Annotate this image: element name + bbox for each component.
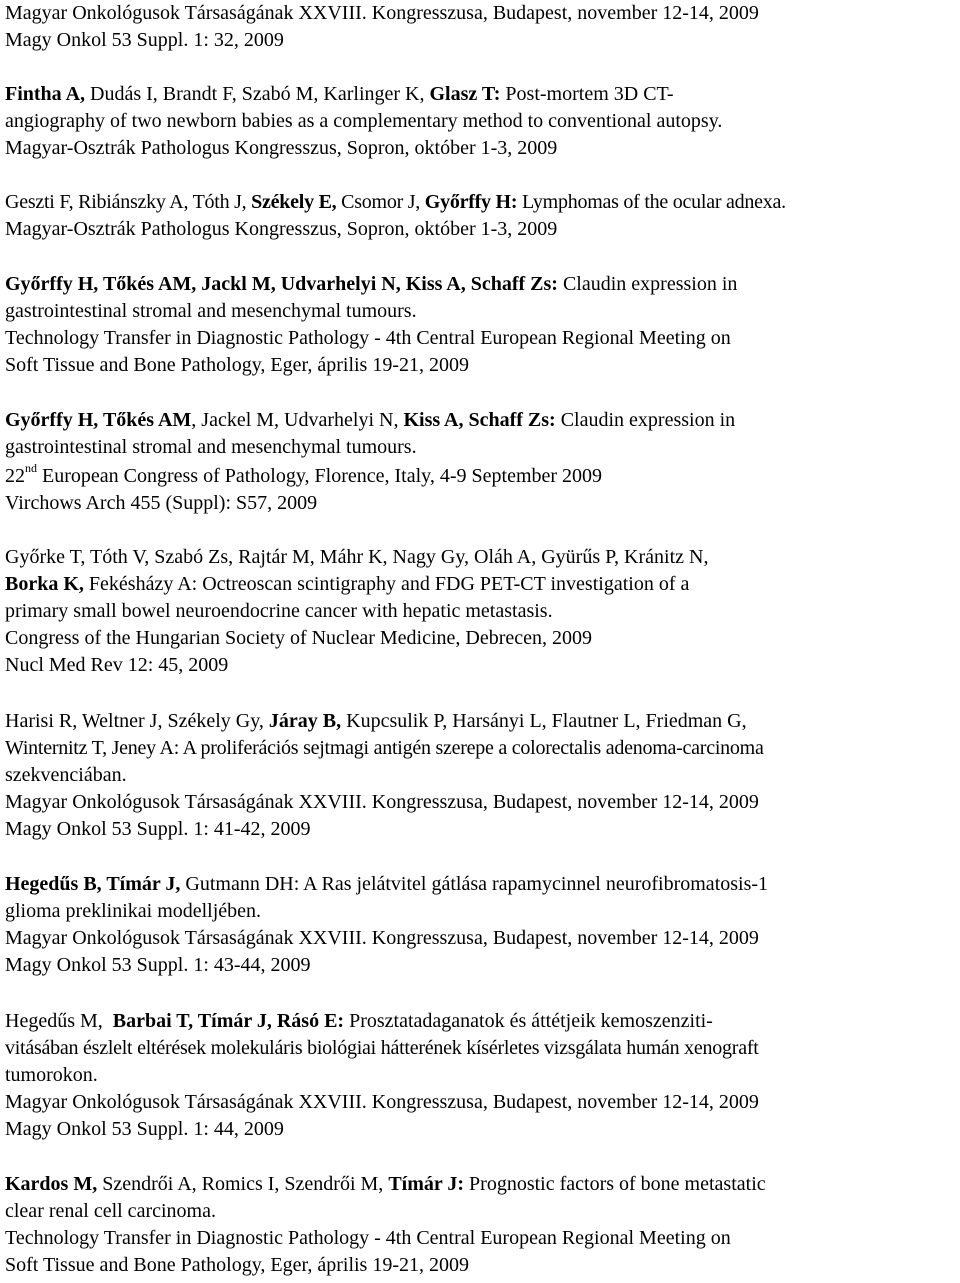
- author-plain: Kupcsulik P, Harsányi L, Flautner L, Friedman G,: [341, 710, 747, 732]
- entry-authors-title: [5, 271, 737, 298]
- title-line: primary small bowel neuroendocrine cancer with hepatic metastasis.: [5, 600, 553, 622]
- citation-line: Nucl Med Rev 12: 45, 2009: [5, 654, 229, 676]
- author-bold: Kardos M,: [5, 1173, 98, 1195]
- author-plain: Hegedűs M,: [5, 1010, 113, 1032]
- author-bold: Barbai T, Tímár J, Rásó E:: [112, 1010, 345, 1032]
- title-line: glioma preklinikai modelljében.: [5, 900, 262, 922]
- author-plain: Dudás I, Brandt F, Szabó M, Karlinger K,: [85, 83, 430, 105]
- author-bold: Tímár J:: [388, 1173, 465, 1195]
- entry-authors-title: [5, 571, 689, 598]
- title-text: Prognostic factors of bone metastatic: [464, 1173, 766, 1195]
- author-bold: Győrffy H, Tőkés AM: [5, 409, 192, 431]
- author-bold: Hegedűs B, Tímár J,: [5, 873, 181, 895]
- ordinal-suffix: nd: [25, 461, 37, 476]
- author-bold: Fintha A,: [5, 83, 86, 105]
- conference-line: Soft Tissue and Bone Pathology, Eger, április 19-21, 2009: [5, 354, 470, 376]
- entry-authors-title: [5, 1008, 713, 1035]
- conference-line: Magyar-Osztrák Pathologus Kongresszus, Sopron, október 1-3, 2009: [5, 137, 558, 159]
- entry-authors-title: [5, 1171, 766, 1198]
- conference-line: Magyar-Osztrák Pathologus Kongresszus, Sopron, október 1-3, 2009: [5, 218, 558, 240]
- author-bold: Borka K,: [5, 573, 84, 595]
- entry-authors: Győrke T, Tóth V, Szabó Zs, Rajtár M, Máhr K, Nagy Gy, Oláh A, Gyürűs P, Kránitz N,: [5, 546, 709, 568]
- author-bold: Glasz T:: [429, 83, 501, 105]
- author-plain: Geszti F, Ribiánszky A, Tóth J,: [5, 191, 252, 213]
- author-bold: Győrffy H:: [424, 191, 518, 213]
- title-line: vitásában észlelt eltérések molekuláris biológiai hátterének kísérletes vizsgálata humán xenograft: [5, 1037, 759, 1059]
- author-bold: Járay B,: [268, 710, 342, 732]
- title-line: Winternitz T, Jeney A: A proliferációs sejtmagi antigén szerepe a colorectalis adenoma-carcinoma: [5, 737, 764, 759]
- author-bold: Székely E,: [251, 191, 337, 213]
- citation-line: Magy Onkol 53 Suppl. 1: 43-44, 2009: [5, 954, 311, 976]
- conference-text: European Congress of Pathology, Florence, Italy, 4-9 September 2009: [37, 465, 603, 487]
- title-text: Claudin expression in: [557, 273, 738, 295]
- author-plain: , Jackel M, Udvarhelyi N,: [191, 409, 404, 431]
- title-line: szekvenciában.: [5, 764, 127, 786]
- conference-line: [5, 463, 602, 490]
- citation-line: Virchows Arch 455 (Suppl): S57, 2009: [5, 492, 318, 514]
- entry-authors-title: [5, 871, 768, 898]
- title-text: Claudin expression in: [555, 409, 736, 431]
- conference-line: Magyar Onkológusok Társaságának XXVIII. Kongresszusa, Budapest, november 12-14, 2009: [5, 927, 759, 949]
- author-plain: Szendrői A, Romics I, Szendrői M,: [97, 1173, 389, 1195]
- ordinal-number: 22: [5, 465, 25, 487]
- entry-authors-title: [5, 81, 674, 108]
- title-line: gastrointestinal stromal and mesenchymal tumours.: [5, 436, 417, 458]
- conference-line: Congress of the Hungarian Society of Nuclear Medicine, Debrecen, 2009: [5, 627, 593, 649]
- conference-line: Magyar Onkológusok Társaságának XXVIII. Kongresszusa, Budapest, november 12-14, 2009: [5, 2, 759, 24]
- citation-line: Magy Onkol 53 Suppl. 1: 44, 2009: [5, 1118, 284, 1140]
- title-line: angiography of two newborn babies as a complementary method to conventional autopsy.: [5, 110, 723, 132]
- author-bold: Győrffy H, Tőkés AM, Jackl M, Udvarhelyi N, Kiss A, Schaff Zs:: [5, 273, 558, 295]
- title-text: Prosztatadaganatok és áttétjeik kemoszenziti-: [344, 1010, 713, 1032]
- title-line: tumorokon.: [5, 1064, 98, 1086]
- entry-authors-title: [5, 189, 786, 216]
- conference-line: Technology Transfer in Diagnostic Pathology - 4th Central European Regional Meeting on: [5, 327, 731, 349]
- entry-authors-title: [5, 407, 735, 434]
- citation-line: Magy Onkol 53 Suppl. 1: 32, 2009: [5, 29, 284, 51]
- conference-line: Magyar Onkológusok Társaságának XXVIII. Kongresszusa, Budapest, november 12-14, 2009: [5, 791, 759, 813]
- title-text: Post-mortem 3D CT-: [500, 83, 674, 105]
- conference-line: Soft Tissue and Bone Pathology, Eger, április 19-21, 2009: [5, 1254, 470, 1276]
- citation-line: Magy Onkol 53 Suppl. 1: 41-42, 2009: [5, 818, 311, 840]
- title-text: Fekésházy A: Octreoscan scintigraphy and FDG PET-CT investigation of a: [83, 573, 690, 595]
- title-text: Gutmann DH: A Ras jelátvitel gátlása rapamycinnel neurofibromatosis-1: [180, 873, 769, 895]
- author-bold: Kiss A, Schaff Zs:: [403, 409, 556, 431]
- author-plain: Harisi R, Weltner J, Székely Gy,: [5, 710, 269, 732]
- author-plain: Csomor J,: [336, 191, 425, 213]
- title-line: clear renal cell carcinoma.: [5, 1200, 216, 1222]
- conference-line: Magyar Onkológusok Társaságának XXVIII. Kongresszusa, Budapest, november 12-14, 2009: [5, 1091, 759, 1113]
- title-line: gastrointestinal stromal and mesenchymal tumours.: [5, 300, 417, 322]
- entry-authors: [5, 708, 747, 735]
- conference-line: Technology Transfer in Diagnostic Pathology - 4th Central European Regional Meeting on: [5, 1227, 731, 1249]
- title-text: Lymphomas of the ocular adnexa.: [517, 191, 786, 213]
